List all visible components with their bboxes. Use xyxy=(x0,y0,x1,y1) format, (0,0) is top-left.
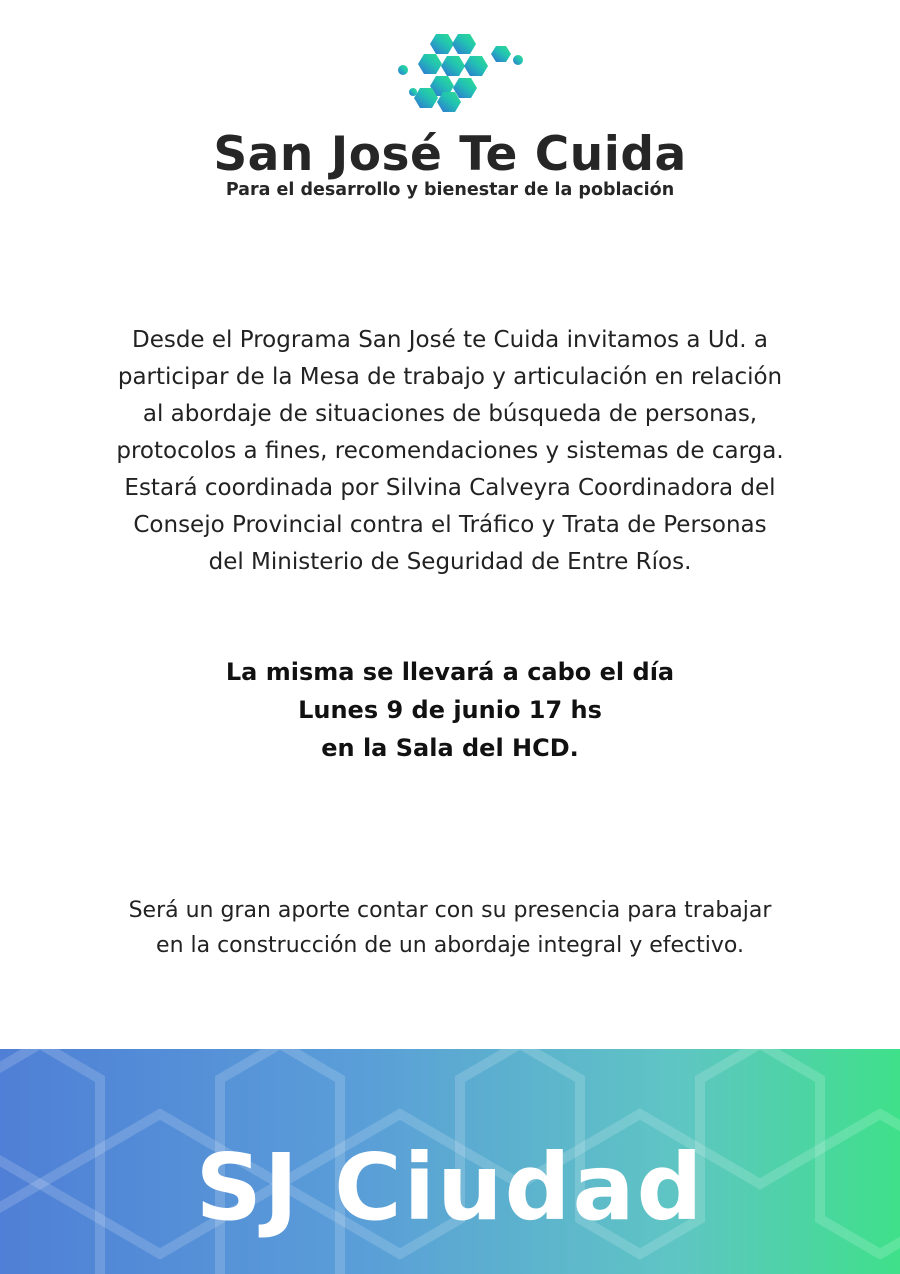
invitation-paragraph xyxy=(40,322,860,581)
invitation-line: protocolos a fines, recomendaciones y sistemas de carga. xyxy=(116,438,784,464)
closing-line: Será un gran aporte contar con su presencia para trabajar xyxy=(128,898,772,923)
invitation-line: al abordaje de situaciones de búsqueda de personas, xyxy=(142,401,758,427)
event-line: en la Sala del HCD. xyxy=(321,734,579,762)
footer-banner xyxy=(0,1049,900,1274)
hexagon-cluster-icon xyxy=(396,30,526,114)
invitation-line: participar de la Mesa de trabajo y articulación en relación xyxy=(117,364,783,390)
invitation-line: del Ministerio de Seguridad de Entre Ríos. xyxy=(208,549,692,575)
event-line: La misma se llevará a cabo el día xyxy=(225,658,675,686)
invitation-line: Desde el Programa San José te Cuida invitamos a Ud. a xyxy=(131,327,768,353)
invitation-line: Estará coordinada por Silvina Calveyra Coordinadora del xyxy=(124,475,776,501)
closing-line: en la construcción de un abordaje integral y efectivo. xyxy=(156,933,744,958)
event-line: Lunes 9 de junio 17 hs xyxy=(298,696,602,724)
event-details xyxy=(40,653,860,767)
brand-subtitle: Para el desarrollo y bienestar de la población xyxy=(225,180,675,200)
brand-title: San José Te Cuida xyxy=(213,127,687,182)
banner-title: SJ Ciudad xyxy=(195,1134,705,1241)
invitation-line: Consejo Provincial contra el Tráfico y Trata de Personas xyxy=(133,512,767,538)
closing-paragraph xyxy=(40,893,860,963)
